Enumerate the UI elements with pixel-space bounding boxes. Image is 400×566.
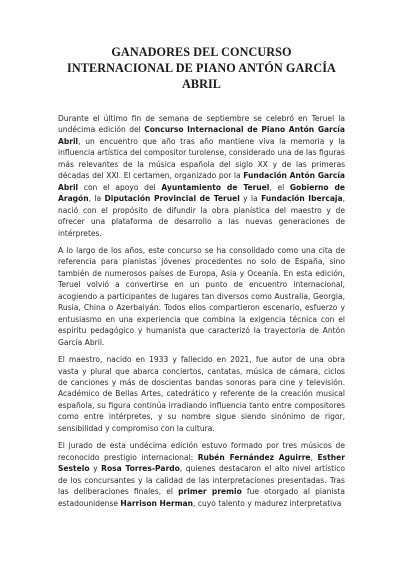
document-title: GANADORES DEL CONCURSO INTERNACIONAL DE PIANO ANTÓN GARCÍA ABRIL [67,45,336,91]
bold-text: Esther Sestelo [58,452,345,474]
paragraph-text: , [310,452,318,462]
paragraph-text: , el [269,182,290,192]
bold-text: Fundación Ibercaja [261,194,343,204]
paragraph-text: , un encuentro que año tras año mantiene viva la memoria y la influencia artística del compositor turolense, considerado una de las figuras más relevantes de la música española del siglo XX y de las primeras décadas del XXI. El certamen, organizado por la [58,136,345,181]
paragraph-text: y la [239,194,262,204]
paragraph-text: y [89,464,102,474]
paragraph-text: , quienes destacaron el alto nivel artístico de los concursantes y la calidad de las interpretaciones presentadas. Tras las deliberaciones finales, el [58,464,345,497]
paragraph-text: El jurado de esta undécima edición estuvo formado por tres músicos de reconocido prestigio internacional: [58,441,345,462]
bold-text: Rubén Fernández Aguirre [197,452,311,462]
body-paragraph [58,440,345,509]
bold-text: Rosa Torres-Pardo [101,464,180,474]
document-body [58,113,345,509]
bold-text: primer premio [178,487,242,497]
paragraph-text: Durante el último fin de semana de septiembre se celebró en Teruel la undécima edición del [58,114,345,135]
bold-text: Gobierno de Aragón [58,182,346,204]
paragraph-text: con el apoyo del [78,182,162,192]
body-paragraph [58,245,345,348]
bold-text: Concurso Internacional de Piano Antón García Abril [58,125,345,146]
paragraph-text: El maestro, nacido en 1933 y fallecido en 2021, fue autor de una obra vasta y plural que abarca conciertos, cantatas, música de cámara, ciclos de canciones y más de doscientas bandas sonoras para cine y televisión. Académico de Bellas Artes, catedrático y referente de la creación musical española, su figura continúa irradiando influencia tanto entre compositores como entre intérpretes, y su nombre sigue siendo sinónimo de rigor, sensibilidad y compromiso con la cultura. [58,355,345,433]
body-paragraph [58,113,345,239]
paragraph-text: , cuyo talento y madurez interpretativa [193,498,342,508]
bold-text: Harrison Herman [120,498,194,508]
paragraph-text: , la [88,194,105,204]
paragraph-text: fue otorgado al pianista estadounidense [58,487,346,508]
bold-text: Diputación Provincial de Teruel [104,194,240,204]
body-paragraph [58,354,345,434]
paragraph-text: , nació con el propósito de difundir la obra pianística del maestro y de ofrecer una plataforma de desarrollo a las nuevas generaciones de intérpretes. [58,194,346,238]
bold-text: Ayuntamiento de Teruel [161,182,270,192]
paragraph-text: A lo largo de los años, este concurso se ha consolidado como una cita de referencia para pianistas jóvenes procedentes no solo de España, sino también de numerosos países de Europa, Asia y Oceanía. En esta edición, Teruel volvió a convertirse en un punto de encuentro internacional, acogiendo a participantes de lugares tan diversos como Australia, Georgia, Rusia, China o Azerbaiyán. Todos ellos compartieron escenario, esfuerzo y entusiasmo en una experiencia que combina la exigencia técnica con el espíritu pedagógico y humanista que caracterizó la trayectoria de Antón García Abril. [58,245,345,347]
bold-text: Fundación Antón García Abril [58,171,346,192]
